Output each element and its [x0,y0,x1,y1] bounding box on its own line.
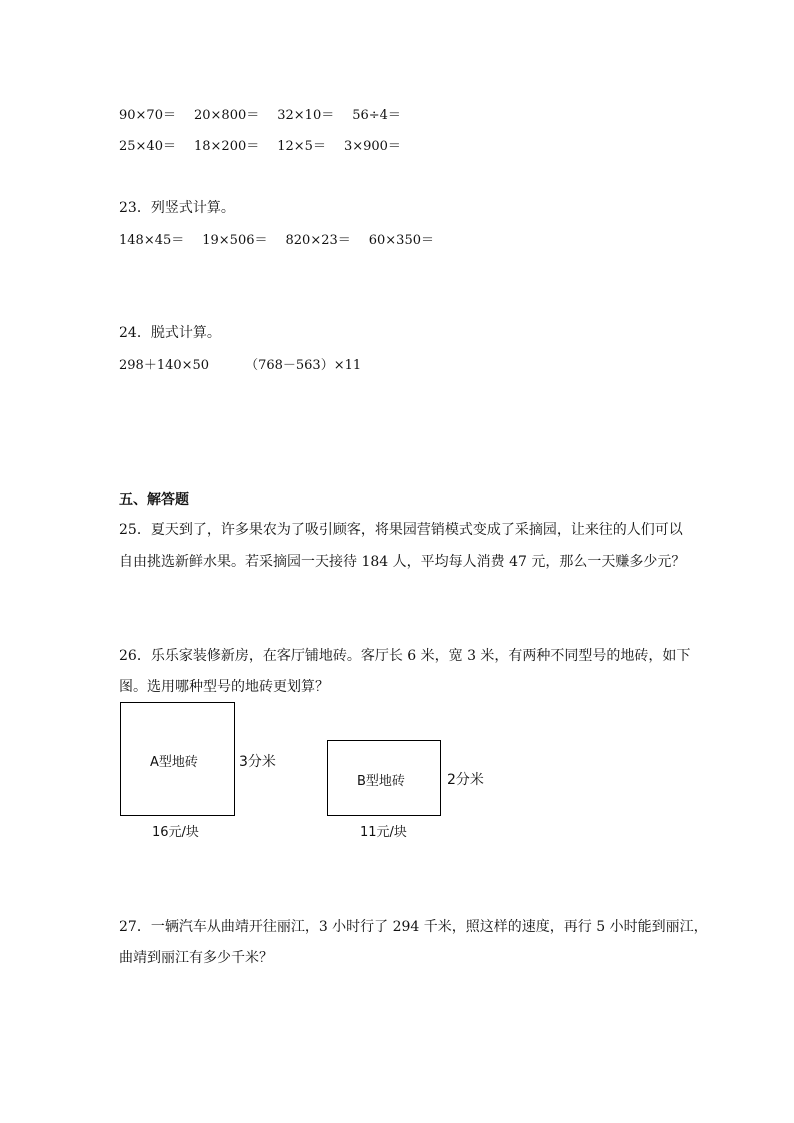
q26-line-1: 26．乐乐家装修新房，在客厅铺地砖。客厅长 6 米，宽 3 米，有两种不同型号的地砖，如下 [119,648,691,664]
oral-calc-item: 25×40＝ [119,139,176,154]
oral-calc-row-2 [119,135,401,154]
tile-b-price: 11元/块 [360,825,407,840]
oral-calc-item: 12×5＝ [277,139,326,154]
oral-calc-item: 18×200＝ [193,139,260,154]
q24-items [119,354,361,373]
q27-line-2: 曲靖到丽江有多少千米？ [119,950,273,966]
q26-line-2: 图。选用哪种型号的地砖更划算？ [119,679,329,695]
oral-calc-item: 3×900＝ [343,139,401,154]
q25-line-1: 25．夏天到了，许多果农为了吸引顾客，将果园营销模式变成了采摘园，让来往的人们可以 [119,522,683,538]
q27-line-1: 27．一辆汽车从曲靖开往丽江，3 小时行了 294 千米，照这样的速度，再行 5 小时能到丽江， [119,919,708,935]
oral-calc-item: 20×800＝ [193,108,260,123]
oral-calc-item: 90×70＝ [119,108,176,123]
oral-calc-item: 56÷4＝ [352,108,401,123]
step-calc-item: （768－563）×11 [245,358,362,373]
vertical-calc-item: 820×23＝ [285,233,351,248]
q25-line-2: 自由挑选新鲜水果。若采摘园一天接待 184 人，平均每人消费 47 元，那么一天赚多少元？ [119,554,686,570]
section-title: 五、解答题 [119,492,189,508]
oral-calc-row-1 [119,104,401,123]
vertical-calc-item: 148×45＝ [119,233,185,248]
step-calc-item: 298＋140×50 [119,358,210,373]
tile-b-side-length: 2分米 [447,772,484,788]
tile-a-price: 16元/块 [152,825,199,840]
tile-b-label: B型地砖 [357,774,405,789]
q23-title: 23．列竖式计算。 [119,200,235,216]
vertical-calc-item: 60×350＝ [368,233,434,248]
q24-title: 24．脱式计算。 [119,325,221,341]
tile-a-label: A型地砖 [150,755,198,770]
q23-items [119,229,434,248]
oral-calc-item: 32×10＝ [277,108,335,123]
tile-a-side-length: 3分米 [239,754,276,770]
vertical-calc-item: 19×506＝ [202,233,268,248]
